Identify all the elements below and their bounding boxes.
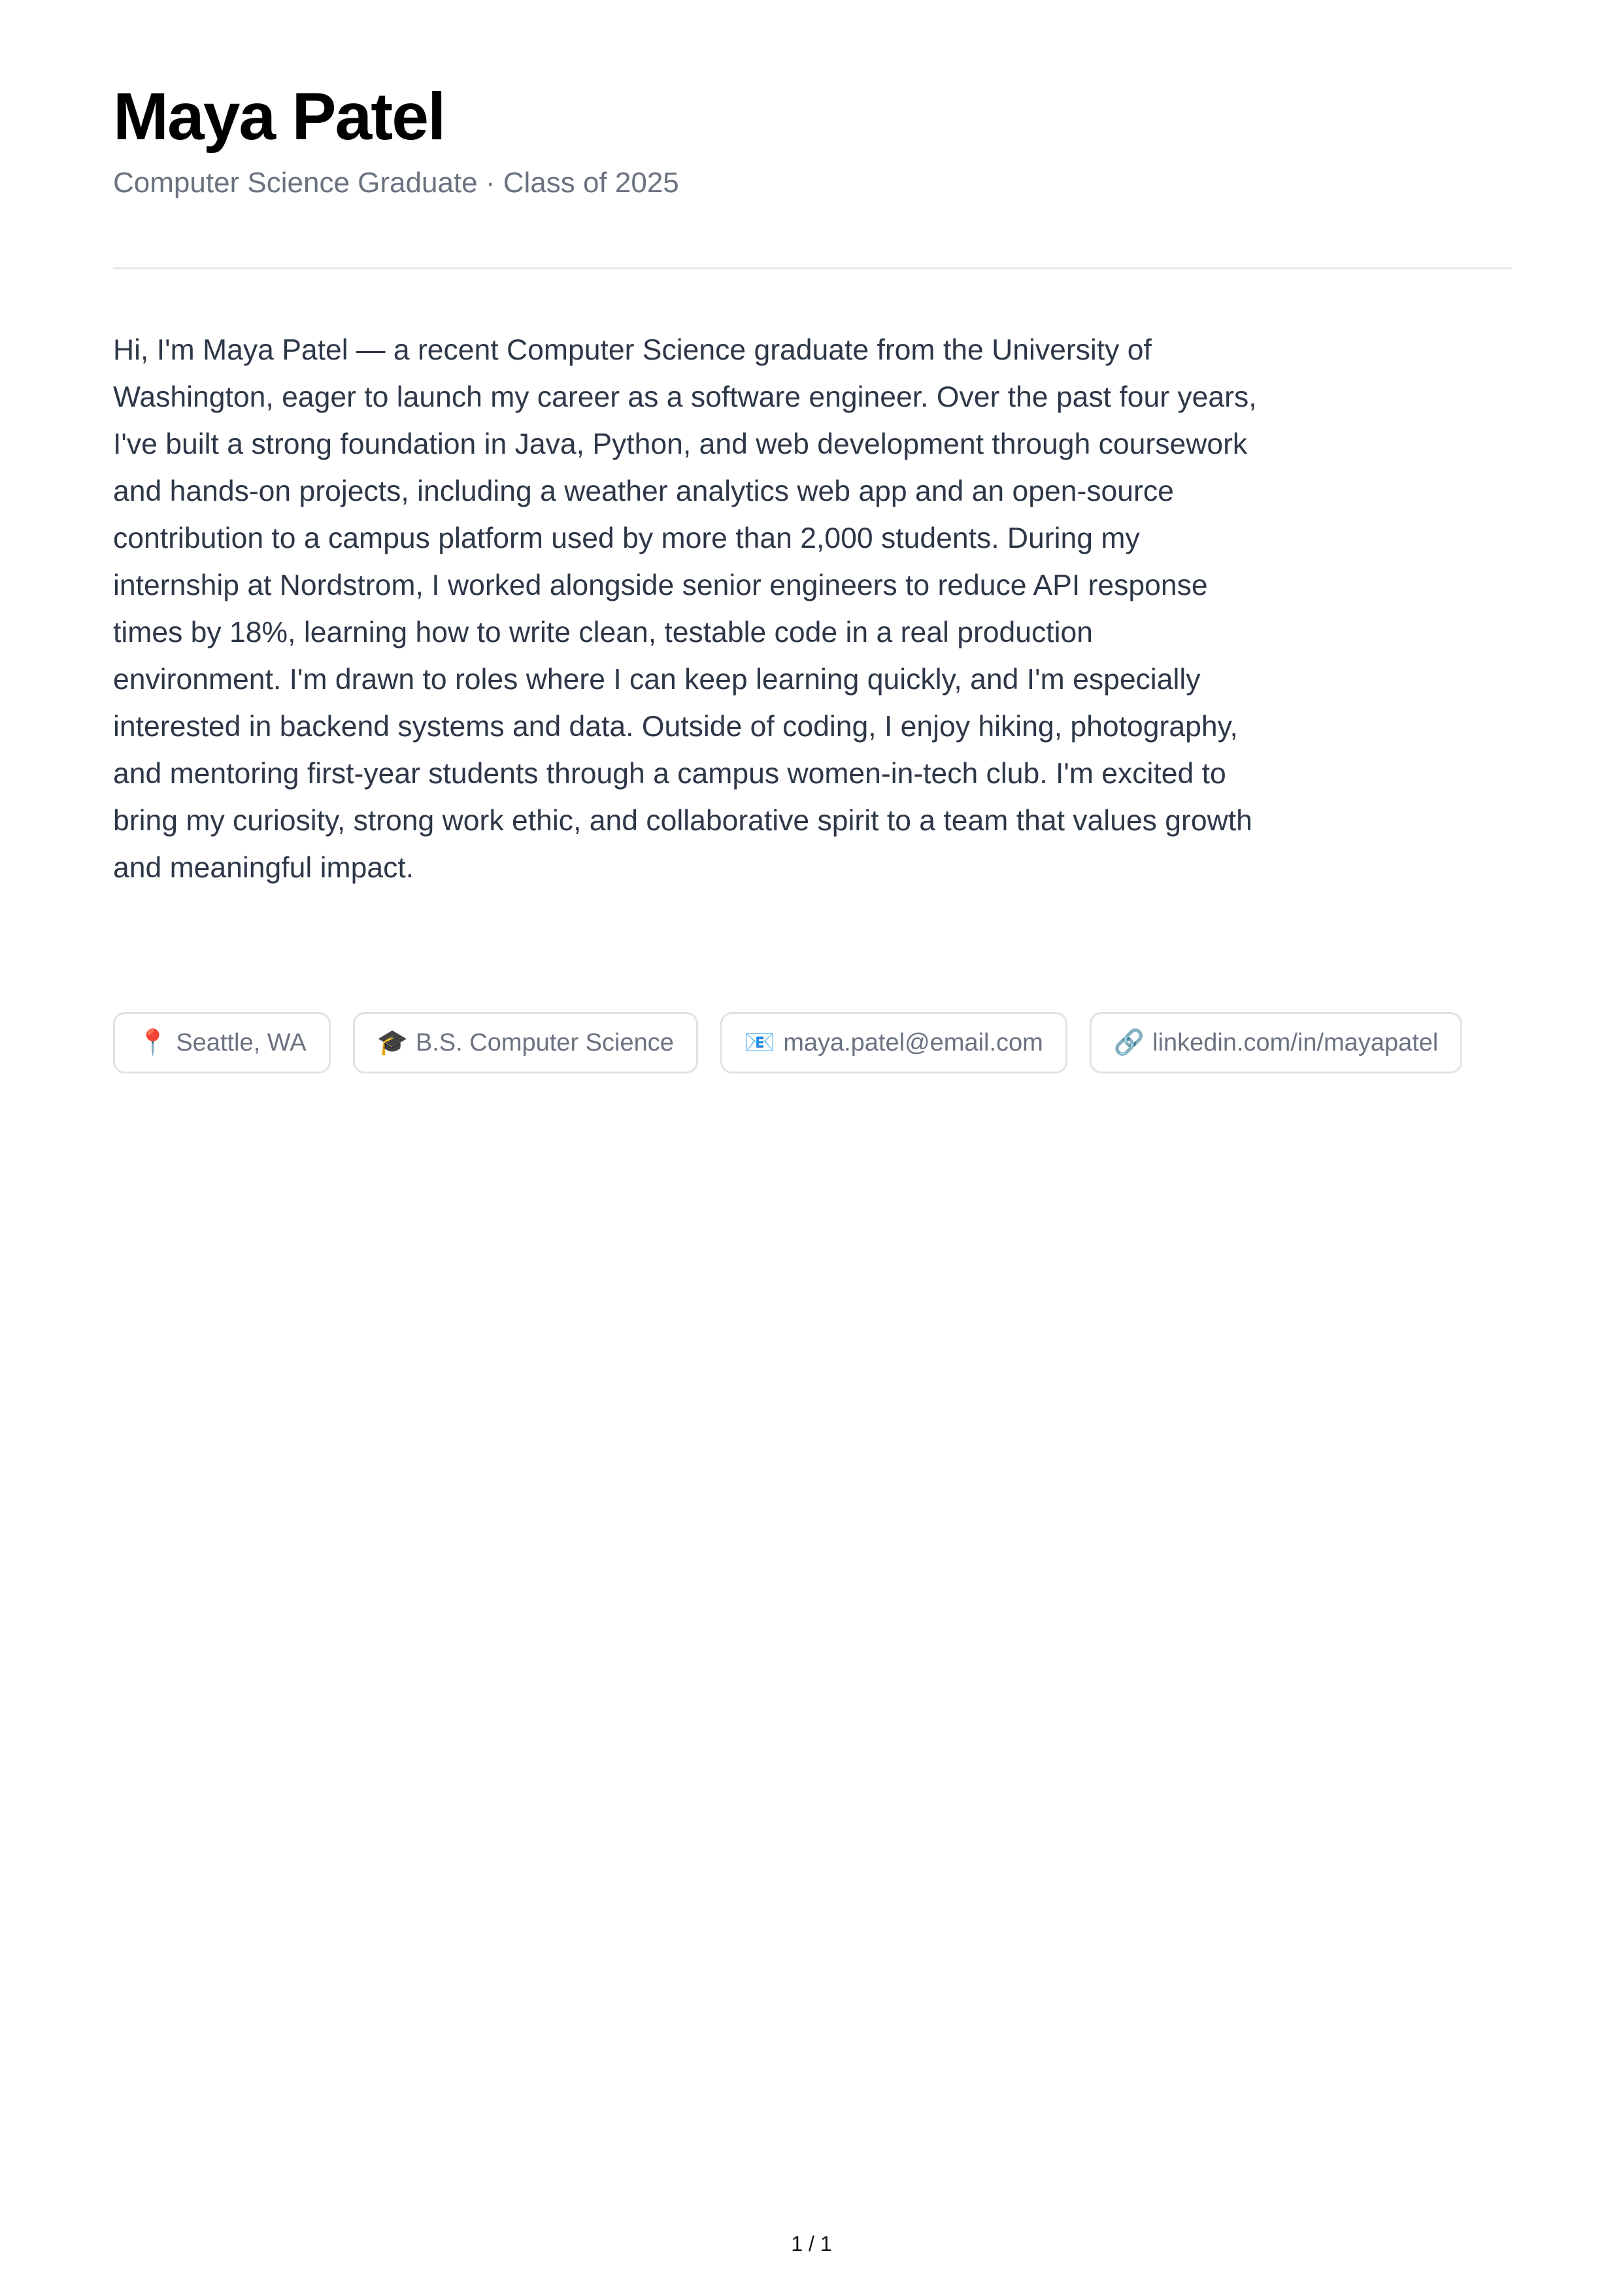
chip-email-label[interactable]: maya.patel@email.com: [783, 1028, 1043, 1056]
subtitle: Computer Science Graduate · Class of 2025: [113, 167, 679, 199]
chip-degree: [353, 1012, 698, 1073]
link-icon: 🔗: [1113, 1029, 1145, 1056]
divider: [113, 267, 1512, 269]
chip-email[interactable]: [720, 1012, 1067, 1073]
chip-degree-label: B.S. Computer Science: [415, 1028, 674, 1056]
chip-location-label: Seattle, WA: [176, 1028, 307, 1056]
pin-icon: 📍: [137, 1029, 169, 1056]
chip-linkedin[interactable]: [1090, 1012, 1463, 1073]
page-number: 1 / 1: [791, 2232, 832, 2255]
page-title: Maya Patel: [113, 79, 445, 154]
chip-location: [113, 1012, 331, 1073]
email-icon: 📧: [744, 1029, 776, 1056]
bio-paragraph: Hi, I'm Maya Patel — a recent Computer Science graduate from the University of Washington, eager to launch my career as a software engineer. Over the past four years, I've built a strong foundation in Java, Python, and web development through coursework and hands-on projects, including a weather analytics web app and an open-source contribution to a campus platform used by more than 2,000 students. During my internship at Nordstrom, I worked alongside senior engineers to reduce API response times by 18%, learning how to write clean, testable code in a real production environment. I'm drawn to roles where I can keep learning quickly, and I'm especially interested in backend systems and data. Outside of coding, I enjoy hiking, photography, and mentoring first-year students through a campus women-in-tech club. I'm excited to bring my curiosity, strong work ethic, and collaborative spirit to a team that values growth and meaningful impact.: [113, 334, 1257, 884]
chip-linkedin-label[interactable]: linkedin.com/in/mayapatel: [1152, 1028, 1439, 1056]
contact-chips: [113, 1012, 1462, 1073]
graduation-cap-icon: 🎓: [376, 1029, 408, 1056]
header: [113, 77, 1512, 201]
